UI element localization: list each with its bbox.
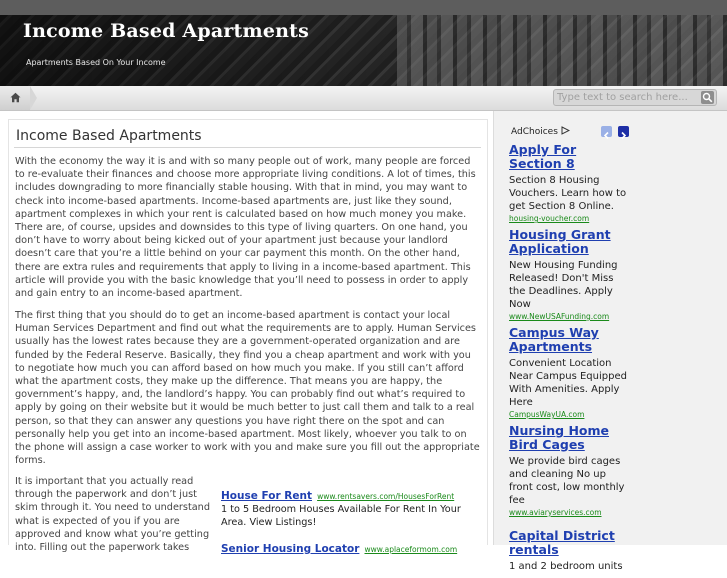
header-building-image	[397, 15, 727, 86]
search-box	[553, 89, 717, 106]
search-input[interactable]	[557, 91, 695, 104]
sidebar-ad-title[interactable]: Apply For Section 8	[509, 142, 577, 171]
sidebar-ad-desc: Section 8 Housing Vouchers. Learn how to get Section 8 Online.	[509, 175, 627, 212]
sidebar-ad-desc: New Housing Funding Released! Don't Miss the Deadlines. Apply Now	[509, 260, 618, 310]
home-icon	[10, 92, 21, 103]
inline-ad-url[interactable]: www.aplaceformom.com	[364, 545, 458, 554]
chevron-right-icon	[618, 130, 629, 141]
sidebar-ad-title[interactable]: Capital District rentals	[509, 528, 615, 557]
post-title[interactable]: Income Based Apartments	[16, 128, 202, 144]
inline-ad-desc: 1 to 5 Bedroom Houses Available For Rent In Your Area. View Listings!	[221, 504, 461, 528]
adchoices-icon	[561, 126, 570, 135]
inline-ad-block	[221, 484, 483, 564]
sidebar-ad	[509, 228, 629, 321]
post-paragraph: With the economy the way it is and with so many people out of work, many people are forced to re-evaluate their finances and choose more appropriate living conditions. A lot of times, this includes downgrading to more financially stable housing. With that in mind, you may want to check into income-based apartments. Income-based apartments are, just like they sound, apartment complexes in which your rent is calculated based on how much money you make. There are, of course, upsides and downsides to this type of living quarters. On one hand, you don’t have to worry about being kicked out of your apartment just because your landlord doesn’t care that you’re a little behind on your car payment this month. On the other hand, there are extra rules and requirements that apply to living in a income-based apartment. This article will provide you with the basic knowledge that you’ll need to possess in order to apply and gain entry to an income-based apartment.	[15, 156, 476, 300]
magnifier-icon[interactable]	[701, 91, 714, 104]
sidebar-ad-title[interactable]: Campus Way Apartments	[509, 325, 599, 354]
sidebar-ad	[509, 529, 629, 573]
adchoices-text: AdChoices	[511, 127, 558, 137]
sidebar-ads	[509, 143, 629, 578]
sidebar-ad-desc: We provide bird cages and cleaning No up front cost, low monthly fee	[509, 456, 625, 506]
sidebar-ad-url[interactable]: housing-voucher.com	[509, 214, 590, 223]
sidebar-ad-url[interactable]: www.NewUSAFunding.com	[509, 312, 610, 321]
sidebar-ad-url[interactable]: www.aviaryservices.com	[509, 508, 602, 517]
site-tagline: Apartments Based On Your Income	[26, 58, 166, 67]
ad-next-button[interactable]	[618, 126, 629, 137]
site-title[interactable]: Income Based Apartments	[23, 20, 310, 42]
sidebar-ad	[509, 424, 629, 517]
inline-ad-url[interactable]: www.rentsavers.com/HousesForRent	[317, 492, 455, 501]
adchoices-label[interactable]	[511, 126, 570, 137]
chevron-left-icon	[601, 130, 612, 141]
sidebar-ad	[509, 143, 629, 223]
title-divider	[14, 147, 481, 148]
sidebar-ad-title[interactable]: Nursing Home Bird Cages	[509, 423, 609, 452]
inline-ad	[221, 484, 483, 529]
inline-ad-title[interactable]: House For Rent	[221, 490, 312, 502]
ad-prev-button[interactable]	[601, 126, 612, 137]
sidebar-ad-desc: Convenient Location Near Campus Equipped With Amenities. Apply Here	[509, 358, 627, 408]
sidebar-ad	[509, 326, 629, 419]
post-paragraph: It is important that you actually read through the paperwork and don’t just skim through it. You need to understand what is expected of you if you are approved and know what you’re getting into. Filling out the paperwork takes	[15, 476, 210, 554]
post-paragraph: The first thing that you should do to get an income-based apartment is contact your local Human Services Department and find out what the requirements are to apply. Human Services usually has the lowest rates because they are a government-operated organization and are funded by the Federal Reserve. Basically, they find you a cheap apartment and work with you to negotiate how much you can afford based on how much you make. If you still can’t afford what the apartment costs, they make up the difference. That means you are happy, the government’s happy, and, the landlord’s happy. You can probably find out what’s required to apply by going on their website but it would be much better to just call them and talk to a real person, so that they can answer any questions you have right there on the spot and can personally help you get into an income-based apartment. Most likely, whoever you talk to on the phone will assign a case worker to work with you and make sure you fill out the appropriate forms.	[15, 310, 480, 467]
inline-ad-title[interactable]: Senior Housing Locator	[221, 543, 360, 555]
top-strip	[0, 0, 727, 15]
nav-bar	[0, 86, 727, 111]
home-button[interactable]	[0, 86, 30, 110]
inline-ad	[221, 537, 483, 556]
sidebar-ad-url[interactable]: CampusWayUA.com	[509, 410, 585, 419]
sidebar-ad-desc: 1 and 2 bedroom units	[509, 561, 623, 572]
sidebar-ad-title[interactable]: Housing Grant Application	[509, 227, 611, 256]
